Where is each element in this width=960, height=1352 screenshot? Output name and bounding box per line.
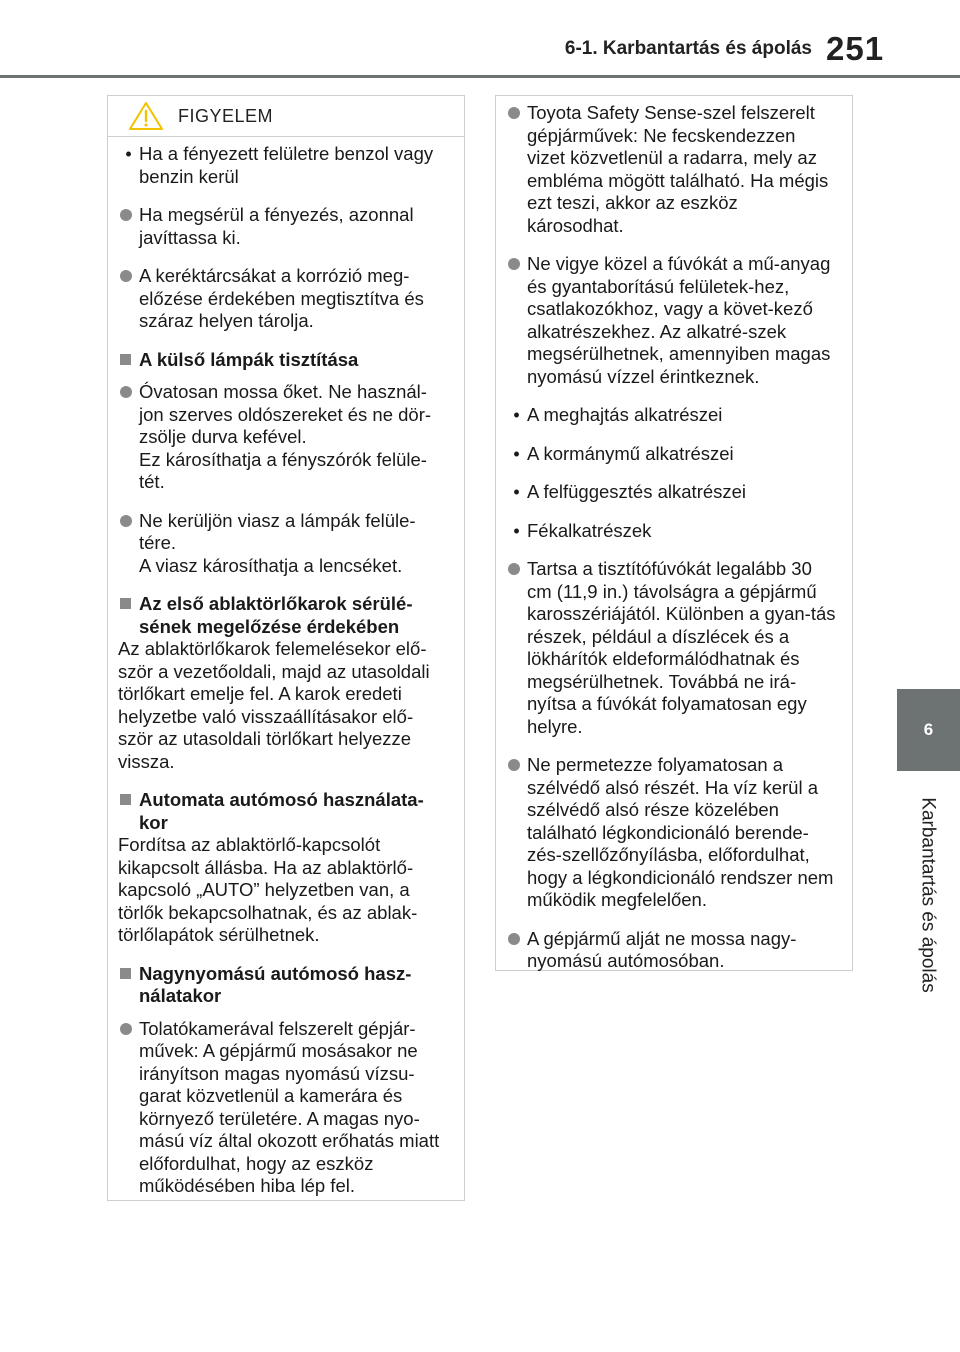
bullet: •: [513, 482, 520, 502]
list-item: • Ha a fényezett felületre benzol vagy benzin kerül: [118, 143, 448, 188]
circle-bullet-icon: [508, 258, 520, 270]
section-heading: Automata autómosó használata-kor: [118, 789, 448, 834]
chapter-tab[interactable]: [897, 689, 960, 771]
header-rule: [0, 75, 960, 78]
list-item: A keréktárcsákat a korrózió meg-előzése érdekében megtisztítva és száraz helyen tárolja.: [118, 265, 448, 333]
warning-box-continued: [495, 95, 853, 971]
chapter-number: 6: [923, 720, 934, 739]
square-bullet-icon: [120, 354, 131, 365]
paragraph: Fordítsa az ablaktörlő-kapcsolót kikapcsolt állásba. Ha az ablaktörlő-kapcsoló „AUTO” helyzetben van, a törlők bekapcsolhatnak, és az ablak-törlőlapátok sérülhetnek.: [118, 834, 418, 945]
circle-bullet-icon: [508, 563, 520, 575]
warning-box: [107, 95, 465, 1201]
warning-triangle-icon: [128, 101, 164, 131]
circle-bullet-icon: [120, 209, 132, 221]
circle-bullet-icon: [508, 759, 520, 771]
square-bullet-icon: [120, 968, 131, 979]
list-item: Óvatosan mossa őket. Ne használ-jon szerves oldószereket és ne dör-zsölje durva kefével. Ez károsíthatja a fényszórók felüle-tét.: [118, 381, 448, 494]
circle-bullet-icon: [120, 515, 132, 527]
list-item: • A meghajtás alkatrészei: [506, 404, 836, 427]
list-item: Ne kerüljön viasz a lámpák felüle-tére. A viasz károsíthatja a lencséket.: [118, 510, 448, 578]
list-item: Ne vigye közel a fúvókát a mű-anyag és gyantaborítású felületek-hez, csatlakozókhoz, vagy a követ-kező alkatrészekhez. Az alkatré-szek megsérülhetnek, amennyiben magas nyomású vízzel érintkeznek.: [506, 253, 836, 388]
warning-title: FIGYELEM: [178, 105, 274, 126]
square-bullet-icon: [120, 794, 131, 805]
circle-bullet-icon: [508, 933, 520, 945]
list-item: • A kormánymű alkatrészei: [506, 443, 836, 466]
circle-bullet-icon: [120, 270, 132, 282]
paragraph: Az ablaktörlőkarok felemelésekor elő-ször a vezetőoldali, majd az utasoldali törlőkart emelje fel. A karok eredeti helyzetbe való visszaállításakor elő-ször az utasoldali törlőkart helyezze vissza.: [118, 638, 430, 772]
chapter-side-label: [896, 780, 960, 1010]
bullet: •: [513, 443, 520, 464]
warning-header: [108, 96, 464, 137]
circle-bullet-icon: [508, 107, 520, 119]
circle-bullet-icon: [120, 386, 132, 398]
chapter-title: Karbantartás és ápolás: [918, 797, 939, 993]
warning-content: [108, 137, 464, 1198]
list-item: Tolatókamerával felszerelt gépjár-művek: A gépjármű mosásakor ne irányítson magas nyomású vízsu-garat közvetlenül a kamerára és környező területére. A magas nyo-mású víz által okozott erőhatás miatt előfordulhat, hogy az eszköz működésében hiba lép fel.: [118, 1018, 448, 1198]
square-bullet-icon: [120, 598, 131, 609]
list-item: Ha megsérül a fényezés, azonnal javíttassa ki.: [118, 204, 448, 249]
section-heading: Nagynyomású autómosó hasz-nálatakor: [118, 963, 448, 1008]
bullet: •: [125, 144, 132, 164]
list-item: • Fékalkatrészek: [506, 520, 836, 543]
list-item: Tartsa a tisztítófúvókát legalább 30 cm (11,9 in.) távolságra a gépjármű karosszériájától. Különben a gyan-tás részek, például a díszlécek és a lökhárítók eldeformálódhatnak és megsérülhetnek. Továbbá ne irá-nyítsa a fúvókát folyamatosan egy helyre.: [506, 558, 836, 738]
list-item: Toyota Safety Sense-szel felszerelt gépjárművek: Ne fecskendezzen vizet közvetlenül a radarra, mely az embléma mögött található. Ha mégis ezt teszi, akkor az eszköz károsodhat.: [506, 102, 836, 237]
section-title: 6-1. Karbantartás és ápolás: [564, 38, 812, 59]
page-number: 251: [826, 30, 885, 67]
bullet: •: [513, 405, 520, 425]
warning-content-continued: [496, 96, 852, 973]
section-heading: A külső lámpák tisztítása: [118, 349, 448, 372]
circle-bullet-icon: [120, 1023, 132, 1035]
section-heading: Az első ablaktörlőkarok sérülé-sének megelőzése érdekében: [118, 593, 448, 638]
list-item: Ne permetezze folyamatosan a szélvédő alsó részét. Ha víz kerül a szélvédő alsó része közelében található légkondicionáló berende-zés-szellőzőnyílásba, előfordulhat, hogy a légkondicionáló rendszer nem működik megfelelően.: [506, 754, 836, 912]
bullet: •: [513, 520, 520, 541]
list-item: A gépjármű alját ne mossa nagy-nyomású autómosóban.: [506, 928, 836, 973]
list-item: • A felfüggesztés alkatrészei: [506, 481, 836, 504]
